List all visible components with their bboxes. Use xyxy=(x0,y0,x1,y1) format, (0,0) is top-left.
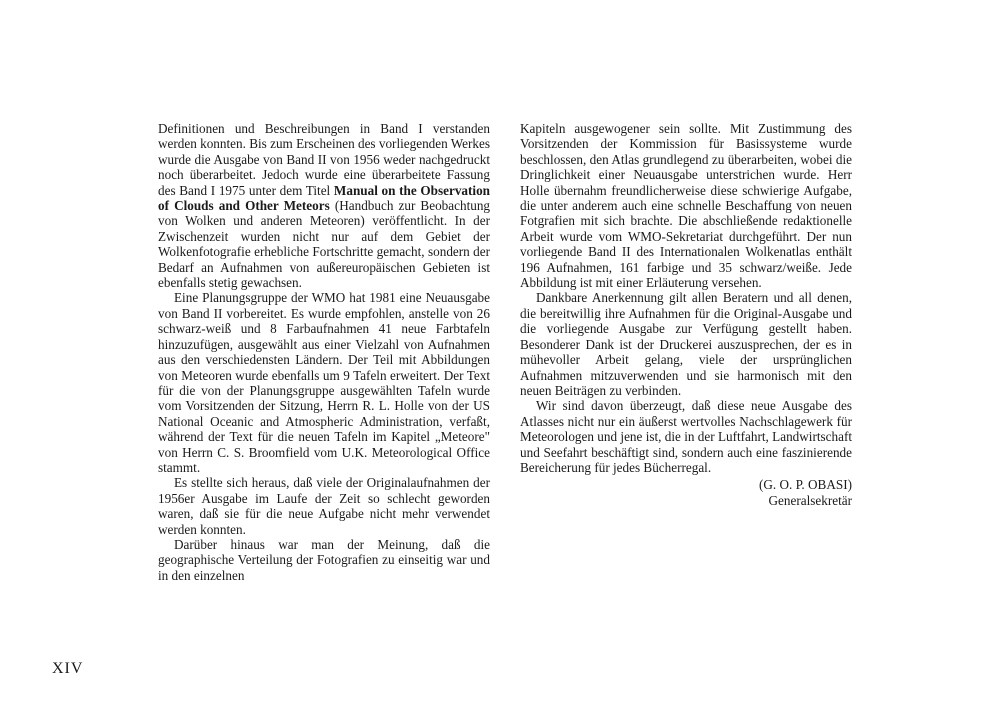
paragraph-text: (Handbuch zur Beobachtung von Wolken und anderen Meteoren) veröffentlicht. In der Zwischenzeit wurden nicht nur auf dem Gebiet der Wolkenfotografie erhebliche Fortschritte gemacht, sondern der Bedarf an Aufnahmen von außereuropäischen Gebieten ist ebenfalls stetig gewachsen. xyxy=(158,198,491,291)
book-title: Manual on the Observation of Clouds and Other Meteors xyxy=(158,182,491,214)
page-number: XIV xyxy=(52,660,84,677)
paragraph xyxy=(158,121,490,290)
left-column xyxy=(158,121,490,583)
paragraph-text: Definitionen und Beschreibungen in Band I verstanden werden konnten. Bis zum Erscheinen des vorliegenden Werkes wurde die Ausgabe von Band II von 1956 weder nachgedruckt noch überarbeitet. Jedoch wurde eine überarbeitete Fassung des Band I 1975 unter dem Titel xyxy=(158,121,490,198)
paragraph: Es stellte sich heraus, daß viele der Originalaufnahmen der 1956er Ausgabe im Laufe der Zeit so schlecht geworden waren, daß sie für die neue Aufgabe nicht mehr verwendet werden konnten. xyxy=(158,475,490,537)
signature-block xyxy=(759,477,852,508)
paragraph: Eine Planungsgruppe der WMO hat 1981 eine Neuausgabe von Band II vorbereitet. Es wurde empfohlen, anstelle von 26 schwarz-weiß und 8 Farbaufnahmen 41 neue Farbtafeln hinzuzufügen, ausgewählt aus einer Vielzahl von Aufnahmen aus den verschiedensten Ländern. Der Teil mit Abbildungen von Meteoren wurde ebenfalls um 9 Tafeln erweitert. Der Text für die von der Planungsgruppe ausgewählten Tafeln wurde vom Vorsitzenden der Sitzung, Herrn R. L. Holle von der US National Oceanic and Atmospheric Administration, verfaßt, während der Text für die neuen Tafeln im Kapitel „Meteore" von Herrn C. S. Broomfield vom U.K. Meteorological Office stammt. xyxy=(158,290,490,475)
paragraph: Kapiteln ausgewogener sein sollte. Mit Zustimmung des Vorsitzenden der Kommission für Basissysteme wurde beschlossen, den Atlas grundlegend zu überarbeiten, wobei die Dringlichkeit einer Neuausgabe unterstrichen wurde. Herr Holle übernahm freundlicherweise diese schwierige Aufgabe, die unter anderem auch eine schnelle Beschaffung von neuen Fotgrafien mit sich brachte. Die abschließende redaktionelle Arbeit wurde vom WMO-Sekretariat durchgeführt. Der nun vorliegende Band II des Internationalen Wolkenatlas enthält 196 Aufnahmen, 161 farbige und 35 schwarz/weiße. Jede Abbildung ist mit einer Erläuterung versehen. xyxy=(520,121,852,291)
paragraph: Wir sind davon überzeugt, daß diese neue Ausgabe des Atlasses nicht nur ein äußerst wertvolles Nachschlagewerk für Meteorologen und jene ist, die in der Luftfahrt, Landwirtschaft und Seefahrt beschäftigt sind, sondern auch eine faszinierende Bereicherung für jedes Bücherregal. xyxy=(520,398,852,475)
right-column xyxy=(520,121,852,475)
paragraph: Dankbare Anerkennung gilt allen Beratern und all denen, die bereitwillig ihre Aufnahmen für die Original-Ausgabe und die vorliegende Ausgabe zur Verfügung gestellt haben. Besonderer Dank ist der Druckerei auszusprechen, der es in mühevoller Arbeit gelang, viele der ursprünglichen Aufnahmen mitzuverwenden und sie harmonisch mit den neuen Beiträgen zu verbinden. xyxy=(520,290,852,398)
signature-name: (G. O. P. OBASI) xyxy=(758,477,852,492)
signature-role: Generalsekretär xyxy=(768,492,852,508)
paragraph: Darüber hinaus war man der Meinung, daß die geographische Verteilung der Fotografien zu einseitig war und in den einzelnen xyxy=(158,536,490,583)
